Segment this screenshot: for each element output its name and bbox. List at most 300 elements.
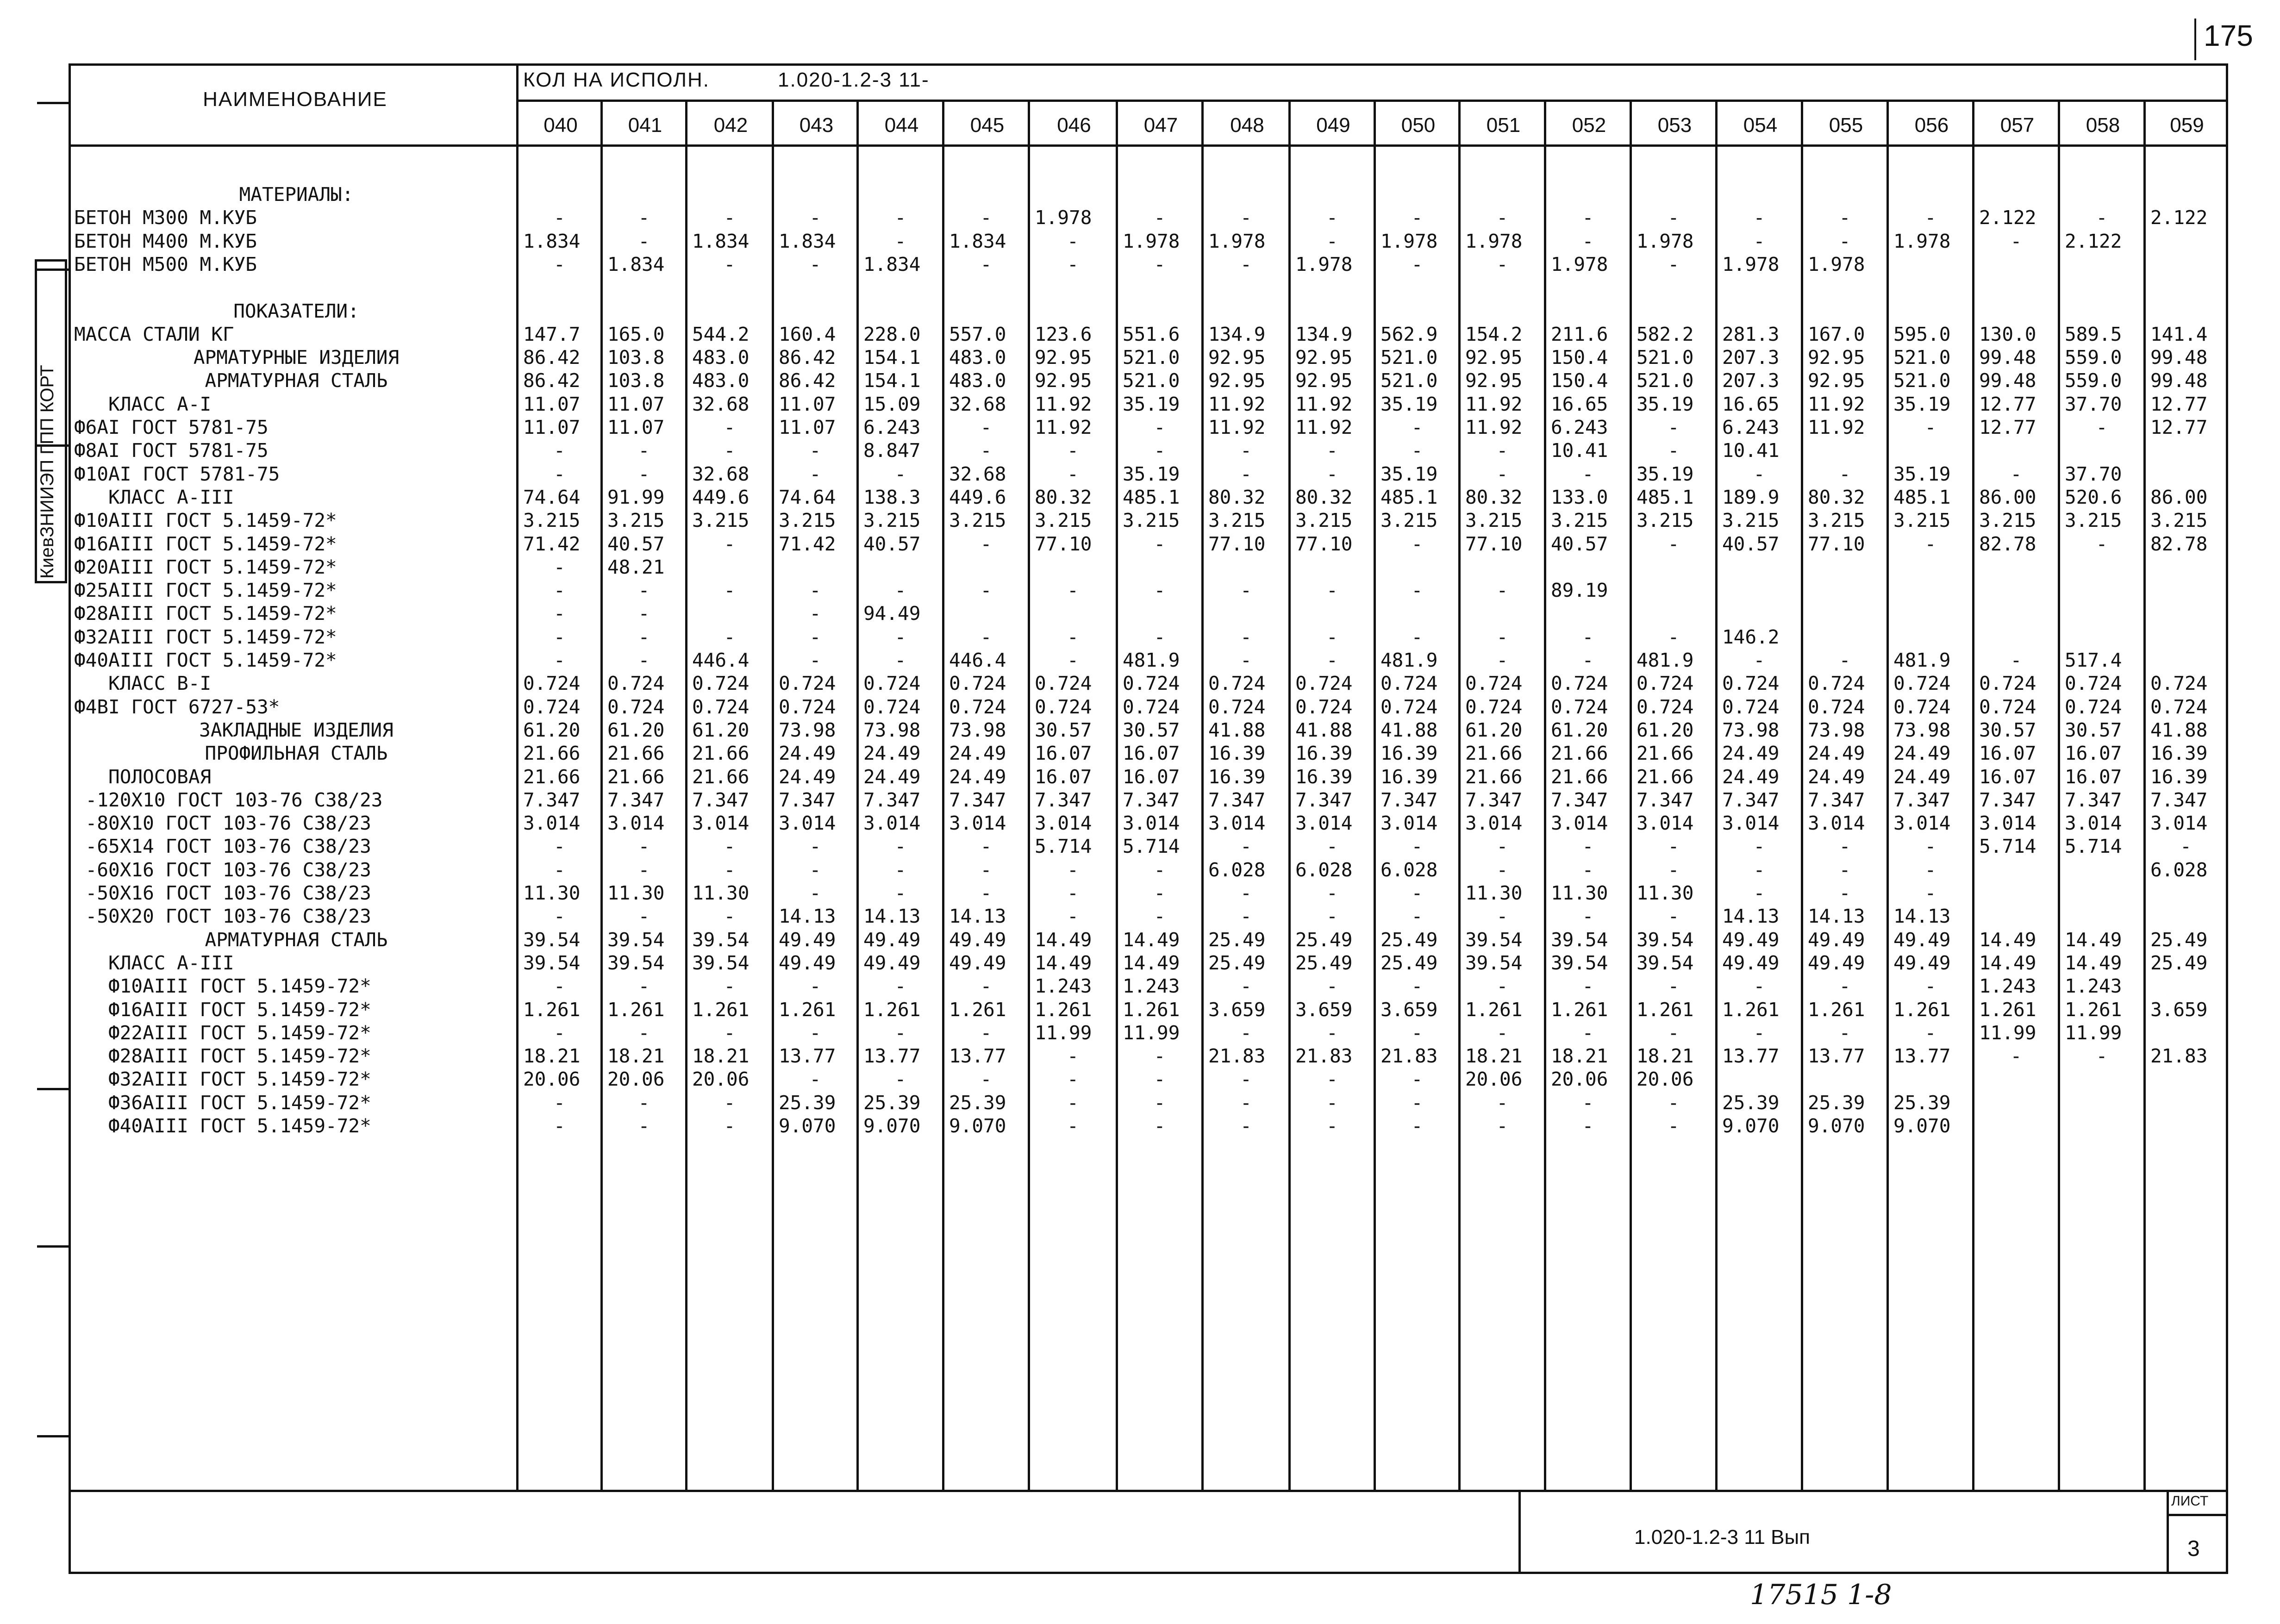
table-cell: 40.57 [607, 532, 665, 555]
table-cell: - [1240, 439, 1252, 462]
table-cell: 3.014 [1893, 812, 1951, 835]
row-name: АРМАТУРНАЯ СТАЛЬ [205, 928, 388, 951]
table-cell: 0.724 [1551, 672, 1608, 695]
table-cell: 16.07 [1123, 765, 1180, 788]
table-cell: 49.49 [1722, 951, 1780, 974]
table-cell: 40.57 [863, 532, 921, 555]
row-name: ПОКАЗАТЕЛИ: [233, 300, 359, 322]
table-cell: - [1154, 579, 1166, 602]
table-cell: 1.261 [1123, 998, 1180, 1021]
table-cell: 7.347 [1979, 788, 2036, 811]
table-cell: 0.724 [1465, 672, 1523, 695]
table-cell: 1.834 [863, 253, 921, 275]
table-cell: 0.724 [1208, 695, 1266, 718]
table-cell: - [1067, 905, 1079, 928]
table-cell: 6.243 [863, 416, 921, 438]
table-cell: 1.243 [2065, 975, 2122, 998]
table-cell: 5.714 [2065, 835, 2122, 858]
table-cell: - [724, 253, 736, 275]
table-cell: 11.92 [1808, 393, 1865, 415]
table-cell: 61.20 [607, 718, 665, 741]
table-cell: 0.724 [1637, 672, 1694, 695]
table-cell: - [554, 602, 565, 625]
table-cell: 1.978 [1295, 253, 1353, 275]
table-cell: 9.070 [1808, 1115, 1865, 1137]
table-cell: 21.66 [1637, 765, 1694, 788]
table-cell: 0.724 [1380, 672, 1438, 695]
table-cell: 25.39 [1722, 1091, 1780, 1114]
table-cell: - [1753, 230, 1765, 252]
table-cell: - [1496, 905, 1508, 928]
table-cell: 557.0 [949, 323, 1006, 345]
table-cell: 18.21 [523, 1045, 581, 1068]
table-cell: - [1924, 416, 1936, 438]
table-cell: 485.1 [1893, 486, 1951, 508]
table-cell: 35.19 [1637, 462, 1694, 485]
table-cell: - [1839, 230, 1851, 252]
table-cell: 14.13 [949, 905, 1006, 928]
table-cell: - [1067, 253, 1079, 275]
table-cell: - [1668, 253, 1680, 275]
row-name: ЗАКЛАДНЫЕ ИЗДЕЛИЯ [199, 718, 394, 741]
table-cell: - [980, 416, 992, 438]
series-header: 1.020-1.2-3 11- [778, 69, 930, 91]
table-cell: 0.724 [1380, 695, 1438, 718]
row-name: -80Х10 ГОСТ 103-76 С38/23 [74, 812, 371, 835]
sheet-cell-divider [2167, 1514, 2228, 1516]
row-name: КЛАСС А-I [74, 393, 212, 415]
table-cell: - [1154, 882, 1166, 904]
column-code-header: 054 [1743, 114, 1778, 137]
table-cell: - [809, 625, 821, 648]
table-cell: 0.724 [1208, 672, 1266, 695]
table-cell: 99.48 [2150, 369, 2208, 392]
table-cell: 13.77 [1722, 1045, 1780, 1068]
table-cell: 25.49 [2150, 951, 2208, 974]
table-cell: 7.347 [1295, 788, 1353, 811]
table-cell: - [1067, 579, 1079, 602]
row-name: ПОЛОСОВАЯ [74, 765, 212, 788]
table-cell: 25.49 [1380, 928, 1438, 951]
table-cell: 11.99 [1035, 1021, 1092, 1044]
row-name: КЛАСС А-III [74, 486, 234, 508]
table-cell: 0.724 [1893, 695, 1951, 718]
table-cell: - [1668, 439, 1680, 462]
table-cell: - [894, 206, 906, 229]
table-cell: 8.847 [863, 439, 921, 462]
table-cell: - [2010, 1045, 2022, 1068]
table-cell: 16.07 [2065, 742, 2122, 765]
table-cell: 0.724 [1295, 695, 1353, 718]
table-cell: 25.39 [779, 1091, 836, 1114]
table-cell: - [2096, 1045, 2108, 1068]
table-cell: - [1496, 975, 1508, 998]
table-cell: - [1668, 858, 1680, 881]
table-cell: 11.30 [1637, 882, 1694, 904]
table-cell: - [1924, 835, 1936, 858]
table-cell: - [724, 1021, 736, 1044]
table-cell: 13.77 [949, 1045, 1006, 1068]
table-cell: 20.06 [523, 1068, 581, 1091]
row-name: Ф4ВI ГОСТ 6727-53* [74, 695, 280, 718]
table-cell: 82.78 [1979, 532, 2036, 555]
table-cell: 24.49 [779, 765, 836, 788]
table-cell: 7.347 [1722, 788, 1780, 811]
table-cell: 11.92 [1208, 416, 1266, 438]
table-cell: - [1240, 882, 1252, 904]
table-cell: - [894, 858, 906, 881]
table-cell: 481.9 [1637, 649, 1694, 671]
table-cell: - [724, 416, 736, 438]
table-cell: 1.978 [1551, 253, 1608, 275]
table-cell: - [2180, 835, 2192, 858]
table-cell: 92.95 [1808, 369, 1865, 392]
table-cell: - [1668, 206, 1680, 229]
row-name: Ф16АIII ГОСТ 5.1459-72* [74, 532, 337, 555]
table-cell: - [894, 975, 906, 998]
table-cell: 3.014 [1979, 812, 2036, 835]
table-cell: 21.83 [1380, 1045, 1438, 1068]
table-cell: 0.724 [1123, 672, 1180, 695]
table-cell: 30.57 [2065, 718, 2122, 741]
table-cell: 483.0 [692, 346, 750, 369]
table-cell: 10.41 [1722, 439, 1780, 462]
table-cell: 3.215 [607, 509, 665, 532]
table-cell: - [724, 625, 736, 648]
table-cell: 61.20 [523, 718, 581, 741]
table-cell: 3.215 [1722, 509, 1780, 532]
table-cell: - [894, 882, 906, 904]
table-cell: 9.070 [863, 1115, 921, 1137]
table-cell: 35.19 [1893, 462, 1951, 485]
table-cell: 595.0 [1893, 323, 1951, 345]
table-cell: 74.64 [523, 486, 581, 508]
table-cell: 21.83 [2150, 1045, 2208, 1068]
table-cell: 11.30 [1465, 882, 1523, 904]
table-cell: 16.07 [1035, 765, 1092, 788]
table-cell: - [1411, 416, 1423, 438]
table-cell: 21.66 [692, 742, 750, 765]
table-cell: - [809, 1021, 821, 1044]
table-cell: 49.49 [779, 951, 836, 974]
table-cell: 1.261 [607, 998, 665, 1021]
table-cell: - [1240, 206, 1252, 229]
row-name: МАССА СТАЛИ КГ [74, 323, 234, 345]
table-cell: 92.95 [1208, 346, 1266, 369]
table-cell: 73.98 [863, 718, 921, 741]
table-cell: - [1753, 206, 1765, 229]
table-cell: - [554, 858, 565, 881]
table-cell: 11.92 [1035, 393, 1092, 415]
table-cell: - [1496, 439, 1508, 462]
table-cell: 25.49 [2150, 928, 2208, 951]
table-cell: - [554, 649, 565, 671]
table-cell: - [638, 1091, 650, 1114]
row-name: Ф28АIII ГОСТ 5.1459-72* [74, 1045, 371, 1068]
table-cell: 189.9 [1722, 486, 1780, 508]
table-cell: 481.9 [1380, 649, 1438, 671]
table-cell: 11.07 [523, 416, 581, 438]
table-cell: 16.07 [1123, 742, 1180, 765]
table-cell: 21.66 [607, 765, 665, 788]
row-name: Ф20АIII ГОСТ 5.1459-72* [74, 556, 337, 578]
table-cell: 551.6 [1123, 323, 1180, 345]
table-cell: 25.49 [1208, 951, 1266, 974]
table-cell: 24.49 [1893, 765, 1951, 788]
table-cell: 18.21 [1465, 1045, 1523, 1068]
table-cell: 25.39 [1808, 1091, 1865, 1114]
table-cell: 14.49 [1979, 951, 2036, 974]
table-cell: 485.1 [1123, 486, 1180, 508]
table-cell: 483.0 [949, 346, 1006, 369]
table-cell: - [1839, 462, 1851, 485]
table-cell: - [809, 579, 821, 602]
table-cell: 1.261 [1035, 998, 1092, 1021]
table-cell: - [1668, 975, 1680, 998]
table-cell: - [894, 835, 906, 858]
table-cell: 86.42 [523, 346, 581, 369]
table-cell: 3.659 [1380, 998, 1438, 1021]
table-cell: - [554, 462, 565, 485]
table-cell: 7.347 [1208, 788, 1266, 811]
table-cell: 7.347 [692, 788, 750, 811]
table-cell: - [724, 532, 736, 555]
table-cell: 521.0 [1123, 369, 1180, 392]
row-name: Ф40АIII ГОСТ 5.1459-72* [74, 1115, 371, 1137]
table-cell: - [1924, 1021, 1936, 1044]
table-cell: 483.0 [949, 369, 1006, 392]
table-cell: 133.0 [1551, 486, 1608, 508]
table-cell: 103.8 [607, 346, 665, 369]
table-cell: 39.54 [607, 951, 665, 974]
table-cell: 80.32 [1808, 486, 1865, 508]
table-cell: - [554, 206, 565, 229]
table-cell: 0.724 [1123, 695, 1180, 718]
table-cell: - [638, 602, 650, 625]
row-name: Ф32АIII ГОСТ 5.1459-72* [74, 1068, 371, 1091]
table-cell: - [1924, 858, 1936, 881]
table-cell: 99.48 [2150, 346, 2208, 369]
table-cell: - [638, 835, 650, 858]
row-name: МАТЕРИАЛЫ: [239, 183, 354, 206]
table-cell: 14.49 [2065, 951, 2122, 974]
table-cell: 1.261 [2065, 998, 2122, 1021]
table-cell: 6.028 [1380, 858, 1438, 881]
table-cell: 32.68 [949, 462, 1006, 485]
handwritten-note: 17515 1-8 [1750, 1579, 1892, 1611]
column-code-header: 050 [1401, 114, 1436, 137]
table-cell: 14.49 [1979, 928, 2036, 951]
table-cell: 483.0 [692, 369, 750, 392]
column-code-header: 058 [2086, 114, 2120, 137]
table-cell: - [1240, 579, 1252, 602]
table-cell: 18.21 [1637, 1045, 1694, 1068]
column-code-header: 053 [1657, 114, 1692, 137]
table-cell: - [554, 439, 565, 462]
table-cell: 0.724 [1808, 672, 1865, 695]
table-cell: - [1326, 649, 1338, 671]
table-cell: 3.014 [949, 812, 1006, 835]
row-name: БЕТОН М400 М.КУБ [74, 230, 257, 252]
table-cell: - [1240, 1021, 1252, 1044]
table-cell: - [809, 858, 821, 881]
table-cell: 61.20 [1465, 718, 1523, 741]
table-cell: - [1582, 1091, 1594, 1114]
table-cell: 446.4 [692, 649, 750, 671]
table-cell: - [1753, 649, 1765, 671]
table-cell: - [1582, 975, 1594, 998]
table-cell: 228.0 [863, 323, 921, 345]
table-cell: 14.13 [779, 905, 836, 928]
table-cell: - [1411, 253, 1423, 275]
table-cell: 11.92 [1465, 416, 1523, 438]
table-cell: 1.834 [949, 230, 1006, 252]
table-cell: 1.978 [1465, 230, 1523, 252]
table-cell: 49.49 [949, 951, 1006, 974]
table-cell: 35.19 [1380, 462, 1438, 485]
column-code-header: 055 [1829, 114, 1863, 137]
table-cell: - [1154, 206, 1166, 229]
table-cell: - [638, 206, 650, 229]
table-cell: 24.49 [1722, 765, 1780, 788]
table-cell: - [1154, 1115, 1166, 1137]
table-cell: - [1411, 625, 1423, 648]
table-cell: 37.70 [2065, 462, 2122, 485]
table-cell: 35.19 [1380, 393, 1438, 415]
table-cell: 11.92 [1295, 393, 1353, 415]
table-cell: 11.30 [607, 882, 665, 904]
table-cell: - [2010, 230, 2022, 252]
table-cell: - [1753, 975, 1765, 998]
table-cell: 7.347 [1893, 788, 1951, 811]
table-cell: 20.06 [1465, 1068, 1523, 1091]
table-cell: - [1067, 462, 1079, 485]
table-cell: 1.261 [949, 998, 1006, 1021]
table-cell: 21.66 [1465, 742, 1523, 765]
table-cell: 16.07 [1979, 742, 2036, 765]
column-code-header: 049 [1316, 114, 1350, 137]
table-cell: 134.9 [1208, 323, 1266, 345]
table-cell: 7.347 [1123, 788, 1180, 811]
table-cell: 16.07 [1035, 742, 1092, 765]
table-cell: 517.4 [2065, 649, 2122, 671]
table-cell: - [1154, 625, 1166, 648]
table-cell: 7.347 [1465, 788, 1523, 811]
table-cell: - [1067, 230, 1079, 252]
table-cell: 12.77 [2150, 416, 2208, 438]
table-cell: 6.243 [1551, 416, 1608, 438]
table-cell: 12.77 [1979, 393, 2036, 415]
table-cell: 0.724 [863, 672, 921, 695]
table-cell: 3.014 [1637, 812, 1694, 835]
table-cell: 1.261 [1637, 998, 1694, 1021]
row-name: Ф10АIII ГОСТ 5.1459-72* [74, 509, 337, 532]
table-cell: 80.32 [1208, 486, 1266, 508]
table-cell: 39.54 [523, 928, 581, 951]
table-cell: - [1240, 835, 1252, 858]
table-cell: - [554, 905, 565, 928]
table-cell: 24.49 [863, 742, 921, 765]
column-code-header: 042 [713, 114, 748, 137]
table-cell: 40.57 [1551, 532, 1608, 555]
table-cell: 9.070 [1722, 1115, 1780, 1137]
table-cell: - [2096, 206, 2108, 229]
table-cell: - [809, 439, 821, 462]
table-cell: - [1753, 858, 1765, 881]
table-cell: 24.49 [1808, 765, 1865, 788]
table-cell: - [1326, 206, 1338, 229]
table-cell: 141.4 [2150, 323, 2208, 345]
table-cell: 1.834 [779, 230, 836, 252]
table-cell: - [1582, 905, 1594, 928]
table-cell: - [1067, 1045, 1079, 1068]
table-cell: 80.32 [1035, 486, 1092, 508]
table-cell: 582.2 [1637, 323, 1694, 345]
table-cell: 1.261 [1722, 998, 1780, 1021]
table-cell: 77.10 [1208, 532, 1266, 555]
row-name: БЕТОН М500 М.КУБ [74, 253, 257, 275]
table-cell: 11.30 [1551, 882, 1608, 904]
table-cell: 41.88 [1208, 718, 1266, 741]
table-cell: 521.0 [1637, 346, 1694, 369]
table-cell: 3.215 [1551, 509, 1608, 532]
table-cell: 39.54 [1465, 951, 1523, 974]
table-cell: - [638, 905, 650, 928]
table-cell: 559.0 [2065, 369, 2122, 392]
table-cell: 77.10 [1035, 532, 1092, 555]
table-cell: - [1154, 1068, 1166, 1091]
table-cell: 6.028 [2150, 858, 2208, 881]
table-cell: - [1582, 230, 1594, 252]
row-name: Ф16АIII ГОСТ 5.1459-72* [74, 998, 371, 1021]
table-cell: 89.19 [1551, 579, 1608, 602]
table-cell: 7.347 [1637, 788, 1694, 811]
table-cell: - [724, 835, 736, 858]
table-cell: 150.4 [1551, 369, 1608, 392]
table-cell: 11.07 [607, 416, 665, 438]
sheet-number: 3 [2187, 1537, 2200, 1561]
table-cell: - [1411, 1091, 1423, 1114]
column-code-header: 056 [1914, 114, 1949, 137]
table-cell: 1.834 [607, 253, 665, 275]
table-cell: 3.215 [1208, 509, 1266, 532]
table-cell: 3.014 [1035, 812, 1092, 835]
table-cell: 3.014 [1722, 812, 1780, 835]
table-cell: - [1326, 579, 1338, 602]
table-cell: 7.347 [1551, 788, 1608, 811]
table-cell: 3.215 [1808, 509, 1865, 532]
table-cell: 3.014 [1208, 812, 1266, 835]
table-cell: 3.215 [779, 509, 836, 532]
column-code-header: 045 [970, 114, 1005, 137]
row-name: АРМАТУРНАЯ СТАЛЬ [205, 369, 388, 392]
table-cell: - [809, 206, 821, 229]
table-cell: 11.99 [2065, 1021, 2122, 1044]
table-cell: 91.99 [607, 486, 665, 508]
table-cell: 49.49 [1893, 928, 1951, 951]
table-cell: 3.014 [1380, 812, 1438, 835]
table-cell: - [1326, 1068, 1338, 1091]
table-cell: 86.42 [779, 369, 836, 392]
table-cell: - [1326, 882, 1338, 904]
table-cell: - [980, 835, 992, 858]
table-cell: 5.714 [1979, 835, 2036, 858]
table-cell: - [554, 625, 565, 648]
table-cell: 25.49 [1295, 951, 1353, 974]
table-cell: - [894, 649, 906, 671]
table-cell: - [724, 206, 736, 229]
table-cell: - [1668, 1021, 1680, 1044]
